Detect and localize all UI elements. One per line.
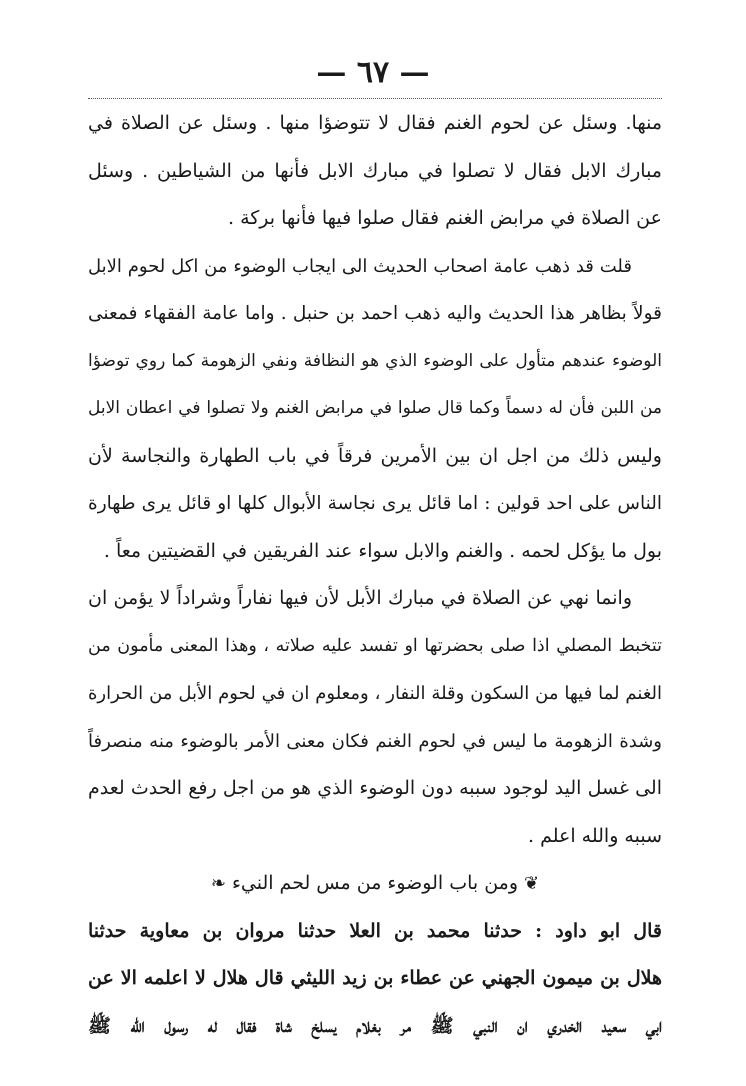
text-line: وشدة الزهومة ما ليس في لحوم الغنم فكان معنى الأمر بالوضوء منه منصرفاً <box>88 730 662 752</box>
text-line: وانما نهي عن الصلاة في مبارك الأبل لأن فيها نفاراً وشراداً لا يؤمن ان <box>88 587 632 609</box>
text-line: تتخبط المصلي اذا صلى بحضرتها او تفسد عليه صلاته ، وهذا المعنى مأمون من <box>88 635 662 656</box>
ornament-left-icon: ❧ <box>210 873 226 894</box>
text-line: منها. وسئل عن لحوم الغنم فقال لا تتوضؤا منها . وسئل عن الصلاة في <box>88 112 662 134</box>
header-divider <box>88 98 662 99</box>
text-line: الوضوء عندهم متأول على الوضوء الذي هو النظافة ونفي الزهومة كما روي توضؤا <box>88 350 662 371</box>
text-line: سببه والله اعلم . <box>527 824 662 847</box>
text-line: الى غسل اليد لوجود سببه دون الوضوء الذي هو من اجل رفع الحدث لعدم <box>88 777 662 799</box>
text-line: وليس ذلك من اجل ان بين الأمرين فرقاً في باب الطهارة والنجاسة لأن <box>88 444 662 467</box>
ornament-right-icon: ❦ <box>524 873 540 894</box>
text-line: ابي سعيد الخدري ان النبي ﷺ مر بغلام يسلخ شاة فقال له رسول الله ﷺ <box>88 1014 662 1037</box>
text-line: الغنم لما فيها من السكون وقلة النفار ، ومعلوم ان في لحوم الأبل من الحرارة <box>88 683 662 704</box>
text-line: عن الصلاة في مرابض الغنم فقال صلوا فيها فأنها بركة . <box>228 207 662 229</box>
body-text <box>88 100 662 1050</box>
section-heading <box>88 860 662 908</box>
text-line: مبارك الابل فقال لا تصلوا في مبارك الابل فأنها من الشياطين . وسئل <box>88 159 662 182</box>
page-number: — ٦٧ — <box>316 55 430 90</box>
text-line: قلت قد ذهب عامة اصحاب الحديث الى ايجاب الوضوء من اكل لحوم الابل <box>88 255 632 277</box>
section-heading-text: ومن باب الوضوء من مس لحم النيء <box>231 872 519 894</box>
text-line: من اللبن فأن له دسماً وكما قال صلوا في مرابض الغنم ولا تصلوا في اعطان الابل <box>88 398 662 418</box>
text-line: بول ما يؤكل لحمه . والغنم والابل سواء عند الفريقين في القضيتين معاً . <box>103 539 662 562</box>
text-line: قال ابو داود : حدثنا محمد بن العلا حدثنا مروان بن معاوية حدثنا <box>88 919 662 942</box>
text-line: الناس على احد قولين : اما قائل يرى نجاسة الأبوال كلها او قائل يرى طهارة <box>88 493 662 514</box>
text-line: هلال بن ميمون الجهني عن عطاء بن زيد الليثي قال هلال لا اعلمه الا عن <box>88 967 662 989</box>
text-line: قولاً بظاهر هذا الحديث واليه ذهب احمد بن حنبل . واما عامة الفقهاء فمعنى <box>88 303 662 324</box>
